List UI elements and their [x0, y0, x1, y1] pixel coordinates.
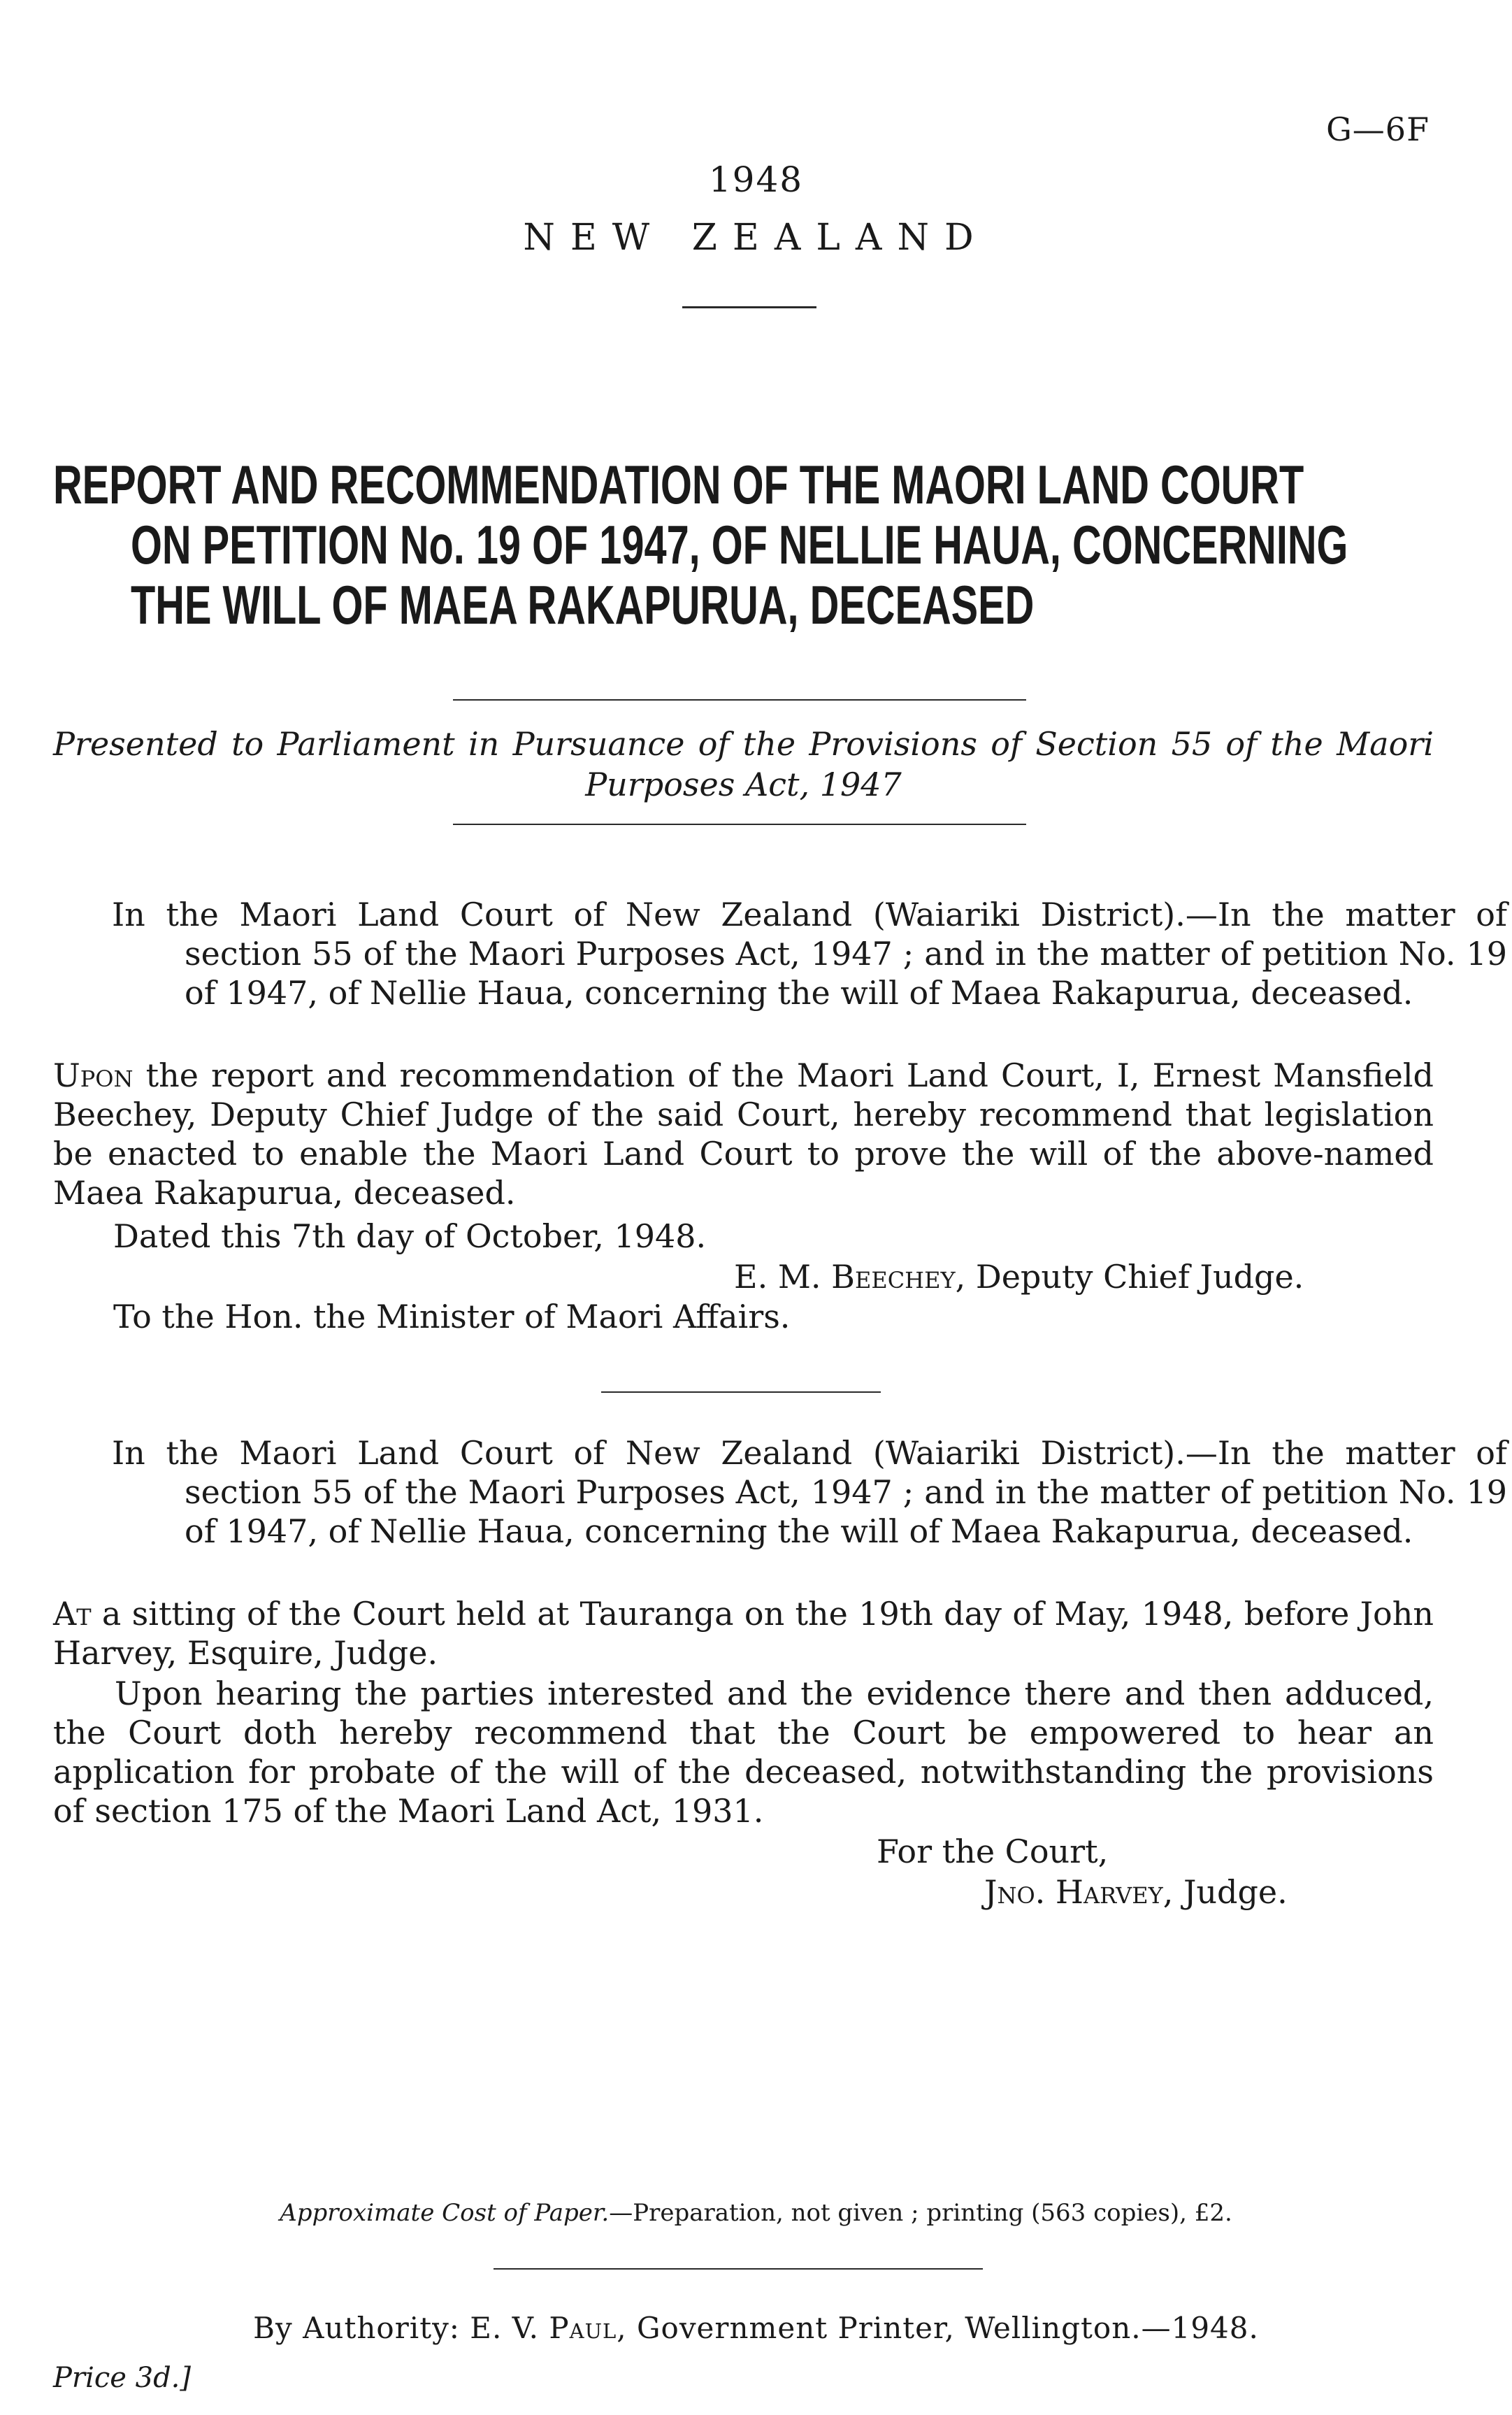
- price-note: Price 3d.]: [53, 2362, 191, 2394]
- report2-sitting-text: a sitting of the Court held at Tauranga on the 19th day of May, 1948, before John Harvey, Esquire, Judge.: [53, 1595, 1434, 1672]
- report2-signature: [984, 1872, 1288, 1912]
- report2-recommendation: Upon hearing the parties interested and the evidence there and then adduced, the Court doth hereby recommend that the Court be empowered to hear an application for probate of the will of the deceased, notwithstanding the provisions of section 175 of the Maori Land Act, 1931.: [53, 1675, 1434, 1830]
- document-title: [53, 454, 1348, 636]
- report2-sitting: [53, 1594, 1434, 1672]
- cost-details: —Preparation, not given ; printing (563 copies), £2.: [609, 2199, 1232, 2227]
- report1-signature-name: Beechey: [831, 1258, 956, 1296]
- presented-bottom-divider: [453, 824, 1026, 825]
- title-line-2: ON PETITION No. 19 OF 1947, OF NELLIE HAUA, CONCERNING: [131, 514, 1348, 575]
- report2-for-the-court: For the Court,: [877, 1833, 1109, 1870]
- publication-year: 1948: [708, 159, 804, 200]
- report2-signature-abbrev: Jno.: [984, 1873, 1056, 1911]
- printed-by-authority-line: [0, 2311, 1512, 2345]
- approximate-cost-note: [0, 2199, 1512, 2227]
- report1-signature: [734, 1257, 1304, 1296]
- report1-addressee: To the Hon. the Minister of Maori Affairs.: [113, 1298, 791, 1335]
- report1-dated-line: Dated this 7th day of October, 1948.: [113, 1217, 707, 1255]
- report2-signature-name: Harvey: [1055, 1873, 1163, 1911]
- report1-body-lead: Upon: [53, 1056, 134, 1094]
- presented-top-divider: [453, 699, 1026, 701]
- authority-prefix: By Authority: E. V.: [253, 2311, 549, 2345]
- report2-heading: In the Maori Land Court of New Zealand (Waiariki District).—In the matter of section 55 of the Maori Purposes Act, 1947 ; and in the matter of petition No. 19 of 1947, of Nellie Haua, concerning the will of Maea Rakapurua, deceased.: [112, 1434, 1507, 1550]
- presented-to-parliament-note: Presented to Parliament in Pursuance of the Provisions of Section 55 of the Maori Purposes Act, 1947: [53, 725, 1434, 803]
- section-divider: [601, 1391, 881, 1393]
- report1-heading: In the Maori Land Court of New Zealand (Waiariki District).—In the matter of section 55 of the Maori Purposes Act, 1947 ; and in the matter of petition No. 19 of 1947, of Nellie Haua, concerning the will of Maea Rakapurua, deceased.: [112, 896, 1507, 1012]
- footer-divider: [494, 2268, 983, 2270]
- authority-suffix: , Government Printer, Wellington.—1948.: [617, 2311, 1259, 2345]
- title-line-3: THE WILL OF MAEA RAKAPURUA, DECEASED: [131, 574, 1035, 636]
- report1-signature-title: , Deputy Chief Judge.: [955, 1258, 1304, 1296]
- title-line-1: REPORT AND RECOMMENDATION OF THE MAORI LAND COURT: [53, 454, 1304, 515]
- report1-body-text: the report and recommendation of the Maori Land Court, I, Ernest Mansfield Beechey, Deputy Chief Judge of the said Court, hereby recommend that legislation be enacted to enable the Maori Land Court to prove the will of the above-named Maea Rakapurua, deceased.: [53, 1056, 1434, 1212]
- cost-label: Approximate Cost of Paper.: [280, 2199, 610, 2227]
- country-heading: NEW ZEALAND: [523, 217, 989, 259]
- report-reference-code: G—6F: [1326, 110, 1430, 148]
- report1-signature-initials: E. M.: [734, 1258, 832, 1296]
- report2-sitting-lead: At: [53, 1595, 92, 1633]
- header-divider: [682, 306, 816, 308]
- printer-name: Paul: [549, 2311, 617, 2345]
- report1-body: [53, 1056, 1434, 1212]
- report2-signature-title: , Judge.: [1162, 1873, 1288, 1911]
